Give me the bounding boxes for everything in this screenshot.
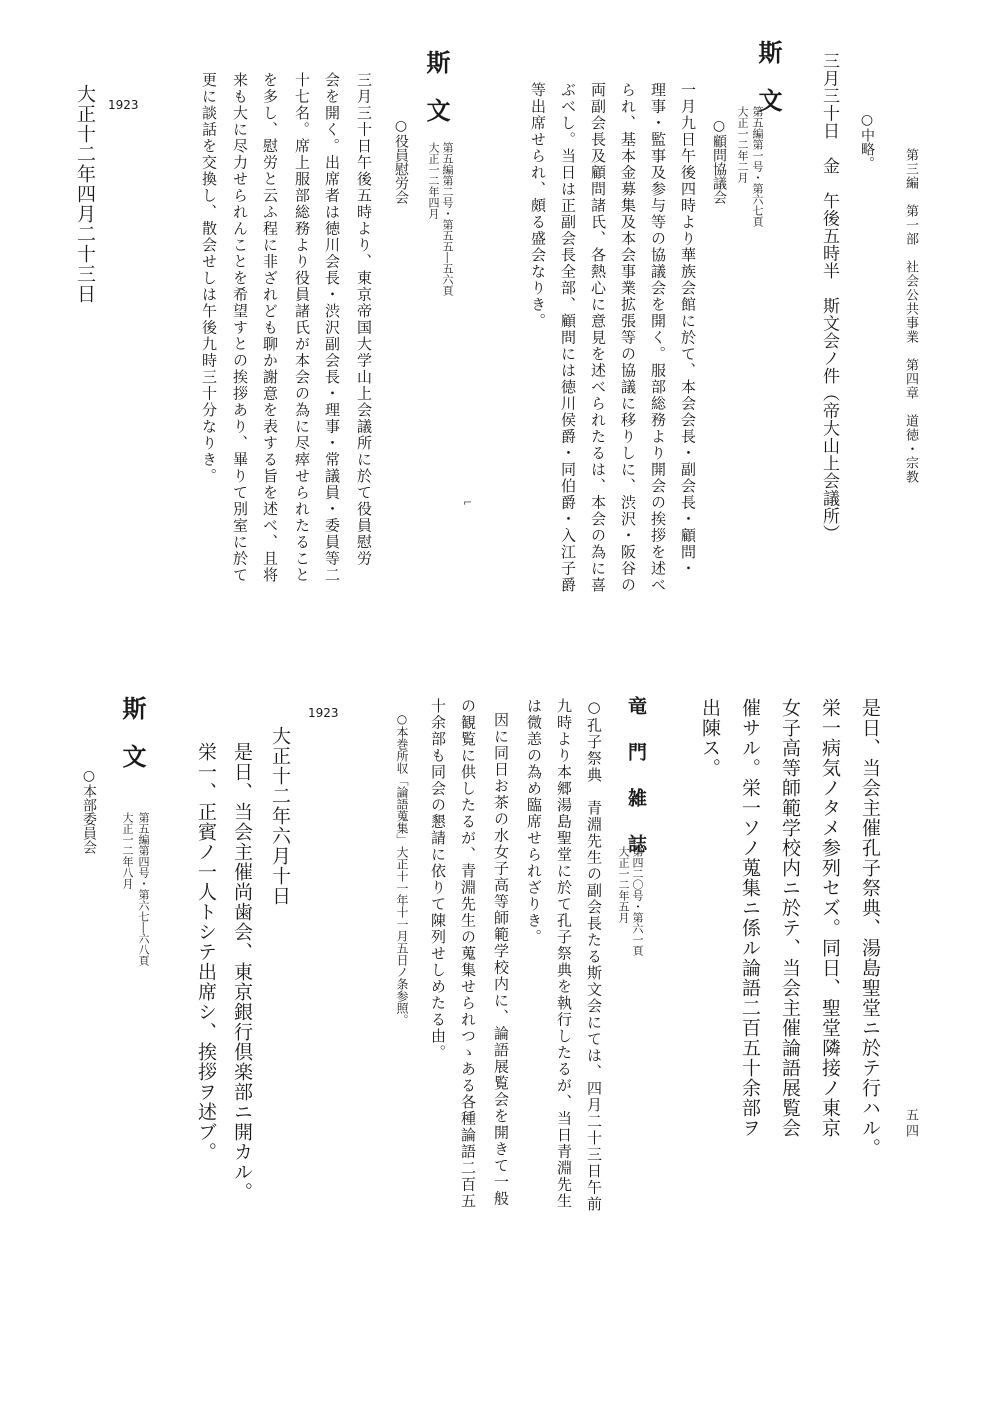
article-heading: ○本部委員会 (81, 768, 97, 854)
margin-mark: ⌐ (463, 496, 473, 509)
article-line: 等出席せられ、頗る盛会なりき。 (529, 82, 547, 330)
source-title: 斯 文 (118, 696, 147, 768)
running-title: 第三編 第一部 社会公共事業 第四章 道徳・宗教 (903, 148, 918, 484)
article-line: 理事・監事及参与等の協議会を開く。服部総務より開会の挨拶を述べ (649, 82, 667, 594)
source-date: 大正一二年四月 (427, 142, 440, 219)
article-line: 両副会長及顧問諸氏、各熱心に意見を述べられたるは、本会の為に喜 (589, 82, 607, 594)
article-line: 三月三十日午後五時より、東京帝国大学山上会議所に於て役員慰労 (355, 72, 373, 567)
article-line: 一月九日午後四時より華族会館に於て、本会会長・副会長・顧問・ (679, 82, 697, 577)
date-heading: 大正十二年六月十日 (269, 726, 291, 906)
source-reference: 第四二〇号・第六一頁 (631, 846, 644, 956)
source-date: 大正一二年八月 (121, 812, 134, 889)
western-year: 1923 (108, 98, 139, 112)
article-line: 会を開く。出席者は徳川会長・渋沢副会長・理事・常議員・委員等二 (323, 72, 341, 584)
article-line: られ、基本金募集及本会事業拡張等の協議に移りしに、渋沢・阪谷の (619, 82, 637, 594)
article-line: は微恙の為め臨席せられざりき。 (525, 698, 543, 946)
article-line: 来も大に尽力せられんことを希望すとの挨拶あり、畢りて別室に於て (231, 72, 249, 584)
article-line: 九時より本郷湯島聖堂に於て孔子祭典を執行したるが、当日青淵先生 (555, 698, 573, 1210)
source-title: 竜 門 雑 誌 (625, 696, 647, 857)
date-heading: 大正十二年四月二十三日 (74, 84, 96, 304)
entry-text: 是日、当会主催孔子祭典、湯島聖堂ニ於テ行ハル。 (859, 698, 881, 1158)
entry-text: 催サル。栄一ソノ蒐集ニ係ル論語二百五十余部ヲ (739, 698, 761, 1138)
date-entry: 三月三十日 金 午後五時半 斯文会ノ件（帝大山上会議所） (819, 52, 839, 542)
source-reference: 第五編第四号・第六七―六八頁 (137, 812, 150, 966)
article-line: 十七名。席上服部総務より役員諸氏が本会の為に尽瘁せられたること (293, 72, 311, 584)
article-line: ○孔子祭典 青淵先生の副会長たる斯文会にては、四月二十三日午前 (585, 698, 603, 1213)
article-line: を多し、慰労と云ふ程に非ざれども聊か謝意を表する旨を述べ、且将 (261, 72, 279, 584)
source-reference: 第五編第二号・第五五―五六頁 (441, 142, 454, 296)
source-date: 大正一二年五月 (617, 846, 630, 923)
entry-text: 栄一病気ノタメ参列セズ。同日、聖堂隣接ノ東京 (819, 698, 841, 1138)
source-date: 大正一二年二月 (736, 106, 749, 183)
article-line: ぶべし。当日は正副会長全部、顧問には徳川侯爵・同伯爵・入江子爵 (559, 82, 577, 594)
cross-reference-note: ○本巻所収「論語蒐集」大正十一年十一月五日ノ条参照。 (395, 712, 409, 1026)
article-line: 更に談話を交換し、散会せしは午後九時三十分なりき。 (200, 72, 218, 485)
article-line: 十余部も同会の懇請に依りて陳列せしめたる由。 (429, 698, 447, 1061)
article-heading: ○役員慰労会 (393, 118, 409, 204)
source-title: 斯 文 (754, 40, 783, 112)
source-title: 斯 文 (422, 50, 451, 122)
article-line: 因に同日お茶の水女子高等師範学校内に、論語展覧会を開きて一般 (492, 712, 510, 1207)
entry-text: 是日、当会主催尚歯会、東京銀行倶楽部ニ開カル。 (231, 742, 253, 1202)
article-line: の観覧に供したるが、青淵先生の蒐集せられつゝある各種論語二百五 (459, 698, 477, 1210)
entry-text: 栄一、正賓ノ一人トシテ出席シ、挨拶ヲ述ブ。 (195, 742, 217, 1162)
omission-note: ○中略。 (859, 112, 875, 170)
source-reference: 第五編第一号・第六七頁 (751, 106, 764, 227)
page-number: 五四 (903, 1108, 918, 1140)
entry-text: 出陳ス。 (699, 698, 721, 778)
western-year: 1923 (308, 706, 339, 720)
article-heading: ○顧問協議会 (711, 118, 727, 204)
entry-text: 女子高等師範学校内ニ於テ、当会主催論語展覧会 (779, 698, 801, 1138)
